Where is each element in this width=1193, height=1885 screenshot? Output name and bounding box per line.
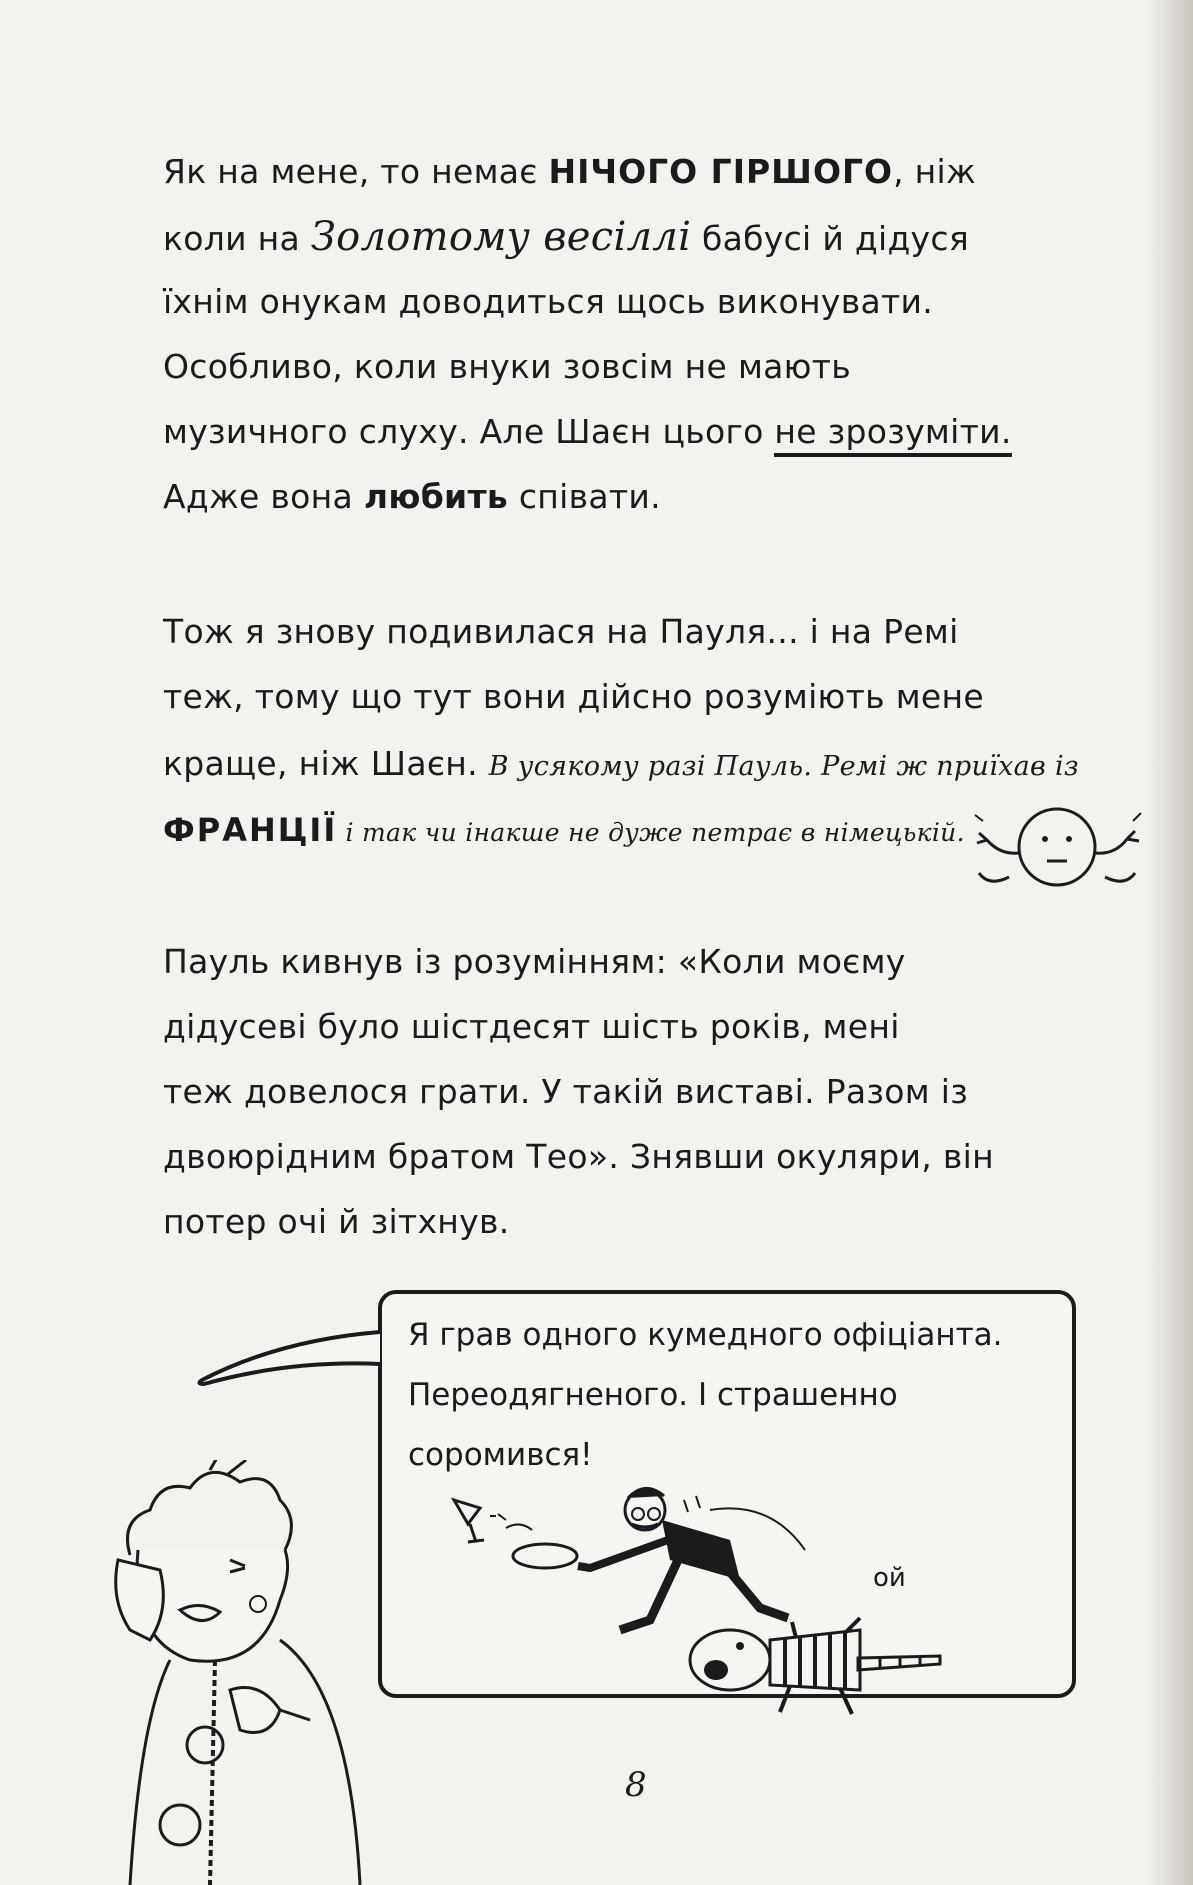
emphasis-text: НІЧОГО ГІРШОГО [548, 152, 894, 191]
text-line [163, 808, 965, 855]
text-line [163, 475, 661, 519]
text-line [163, 215, 969, 261]
text-run: музичного слуху. Але Шаєн цього [163, 412, 775, 451]
text-run: , ніж [893, 152, 977, 191]
handwritten-text: і так чи інакше не дуже петрає в німецькій. [337, 818, 965, 847]
text-line: потер очі й зітхнув. [163, 1202, 510, 1241]
text-line: Пауль кивнув із розумінням: «Коли моєму [163, 942, 906, 981]
sound-effect-text: ой [873, 1563, 906, 1593]
text-run: коли на [163, 219, 311, 258]
text-run: Адже вона [163, 477, 364, 516]
text-line [163, 410, 1012, 454]
text-line [163, 150, 976, 194]
script-text: Золотому весіллі [310, 214, 692, 260]
decorative-caps-text: ФРАНЦІЇ [163, 811, 338, 849]
paul-character-illustration [110, 1460, 410, 1885]
text-line: теж, тому що тут вони дійсно розуміють мене [163, 677, 984, 716]
waiter-tripping-illustration [440, 1480, 1080, 1720]
text-line: теж довелося грати. У такій виставі. Разом із [163, 1072, 969, 1111]
bubble-text-line: Переодягненого. І страшенно [408, 1377, 898, 1413]
text-line: двоюрідним братом Тео». Знявши окуляри, він [163, 1137, 994, 1176]
text-line: їхнім онукам доводиться щось виконувати. [163, 282, 934, 321]
speech-bubble-tail [190, 1330, 390, 1430]
underlined-text: не зрозуміти. [774, 412, 1011, 457]
bold-text: любить [363, 477, 509, 516]
page-edge-shadow [1147, 0, 1193, 1885]
text-line: дідусеві було шістдесят шість років, мені [163, 1007, 900, 1046]
text-run: краще, ніж Шаєн. [163, 744, 489, 783]
text-run: бабусі й дідуся [691, 219, 969, 258]
text-run: Як на мене, то немає [163, 152, 549, 191]
shrug-face-icon [965, 795, 1155, 895]
page-number: 8 [625, 1765, 647, 1805]
bubble-text-line: соромився! [408, 1437, 593, 1473]
handwritten-text: В усякому разі Пауль. Ремі ж приїхав із [488, 751, 1079, 782]
text-line: Особливо, коли внуки зовсім не мають [163, 347, 852, 386]
text-line [163, 742, 1079, 789]
text-run: співати. [508, 477, 661, 516]
bubble-text-line: Я грав одного кумедного офіціанта. [408, 1317, 1003, 1353]
text-line: Тож я знову подивилася на Пауля... і на Ремі [163, 612, 959, 651]
